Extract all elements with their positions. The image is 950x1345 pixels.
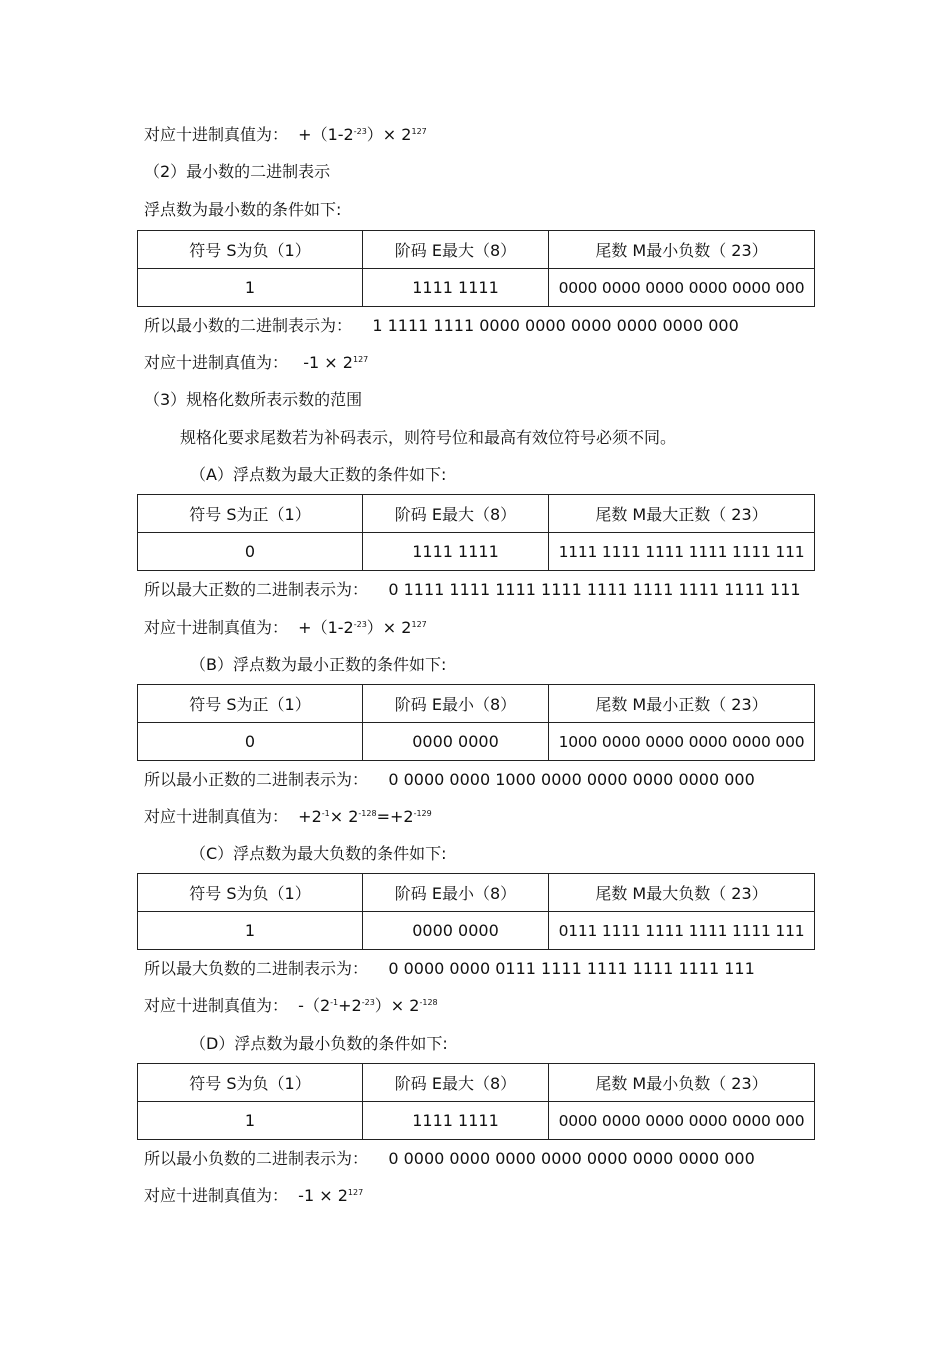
exponent: 127 [347,1188,364,1197]
decimal-text: ）× 2 [366,125,412,144]
decimal-text: 对应十进制真值为： +2 [144,807,322,826]
float-condition-table [137,494,815,571]
exponent: -23 [353,620,367,629]
binary-representation: 所以最大负数的二进制表示为： 0 0000 0000 0111 1111 1111 1111 1111 111 [144,959,755,978]
table-header-row [138,495,815,533]
decimal-text: 对应十进制真值为： +（1-2 [144,125,354,144]
condition-text: （C）浮点数为最大负数的条件如下: [190,844,447,863]
mantissa-value: 0000 0000 0000 0000 0000 000 [549,269,815,307]
exponent: -128 [419,998,438,1007]
mantissa-value: 1111 1111 1111 1111 1111 111 [549,533,815,571]
float-condition-table [137,873,815,950]
sign-header: 符号 S为负（1） [138,874,363,912]
sign-header: 符号 S为负（1） [138,1064,363,1102]
exponent: 127 [411,127,427,136]
exponent: -129 [413,809,432,818]
condition-text: （B）浮点数为最小正数的条件如下: [190,655,447,674]
exponent: -1 [321,809,330,818]
table-header-row [138,685,815,723]
exponent-header: 阶码 E最小（8） [363,685,549,723]
section-heading: （3）规格化数所表示数的范围 [144,390,363,409]
exponent: 127 [411,620,427,629]
table-row [138,723,815,761]
exponent-value: 1111 1111 [363,269,549,307]
condition-text: （D）浮点数为最小负数的条件如下: [190,1034,448,1053]
table-row [138,1102,815,1140]
decimal-value-line [144,125,427,145]
table-row [138,912,815,950]
float-condition-table [137,230,815,307]
condition-text: （A）浮点数为最大正数的条件如下: [190,465,447,484]
sign-header: 符号 S为正（1） [138,495,363,533]
sign-header: 符号 S为负（1） [138,231,363,269]
sign-value: 0 [138,533,363,571]
mantissa-value: 0000 0000 0000 0000 0000 000 [549,1102,815,1140]
decimal-value-line [144,996,438,1016]
exponent-header: 阶码 E最大（8） [363,1064,549,1102]
sign-value: 1 [138,1102,363,1140]
decimal-text: 对应十进制真值为： -1 × 2 [144,353,353,372]
decimal-value-line [144,353,368,373]
binary-representation: 所以最小负数的二进制表示为： 0 0000 0000 0000 0000 0000 0000 0000 000 [144,1149,755,1168]
sign-header: 符号 S为正（1） [138,685,363,723]
table-header-row [138,231,815,269]
sign-value: 1 [138,912,363,950]
exponent-value: 1111 1111 [363,533,549,571]
section-heading: （2）最小数的二进制表示 [144,162,331,181]
mantissa-header: 尾数 M最大正数（ 23） [549,495,815,533]
decimal-text: ）× 2 [374,996,420,1015]
mantissa-header: 尾数 M最大负数（ 23） [549,874,815,912]
decimal-value-line [144,618,427,638]
mantissa-header: 尾数 M最小正数（ 23） [549,685,815,723]
decimal-text: 对应十进制真值为： +（1-2 [144,618,354,637]
decimal-text: +2 [338,996,362,1015]
float-condition-table [137,684,815,761]
binary-representation: 所以最大正数的二进制表示为： 0 1111 1111 1111 1111 1111 1111 1111 1111 111 [144,580,801,599]
exponent: -23 [361,998,375,1007]
decimal-value-line [144,1186,363,1206]
binary-representation: 所以最小数的二进制表示为： 1 1111 1111 0000 0000 0000 0000 0000 000 [144,316,739,335]
table-row [138,269,815,307]
decimal-value-line [144,807,432,827]
exponent: -23 [353,127,367,136]
exponent-value: 0000 0000 [363,912,549,950]
decimal-text: 对应十进制真值为： -1 × 2 [144,1186,348,1205]
exponent-value: 0000 0000 [363,723,549,761]
binary-representation: 所以最小正数的二进制表示为： 0 0000 0000 1000 0000 0000 0000 0000 000 [144,770,755,789]
mantissa-header: 尾数 M最小负数（ 23） [549,231,815,269]
decimal-text: =+2 [376,807,414,826]
decimal-text: × 2 [329,807,359,826]
description-text: 规格化要求尾数若为补码表示，则符号位和最高有效位符号必须不同。 [180,428,677,447]
mantissa-value: 0111 1111 1111 1111 1111 111 [549,912,815,950]
table-header-row [138,1064,815,1102]
exponent-header: 阶码 E最大（8） [363,231,549,269]
exponent-value: 1111 1111 [363,1102,549,1140]
exponent: 127 [352,355,369,364]
table-header-row [138,874,815,912]
decimal-text: 对应十进制真值为： -（2 [144,996,331,1015]
exponent: -128 [358,809,377,818]
exponent-header: 阶码 E最小（8） [363,874,549,912]
sign-value: 1 [138,269,363,307]
mantissa-header: 尾数 M最小负数（ 23） [549,1064,815,1102]
mantissa-value: 1000 0000 0000 0000 0000 000 [549,723,815,761]
condition-text: 浮点数为最小数的条件如下: [144,200,342,219]
sign-value: 0 [138,723,363,761]
exponent-header: 阶码 E最大（8） [363,495,549,533]
table-row [138,533,815,571]
decimal-text: ）× 2 [366,618,412,637]
float-condition-table [137,1063,815,1140]
exponent: -1 [330,998,339,1007]
